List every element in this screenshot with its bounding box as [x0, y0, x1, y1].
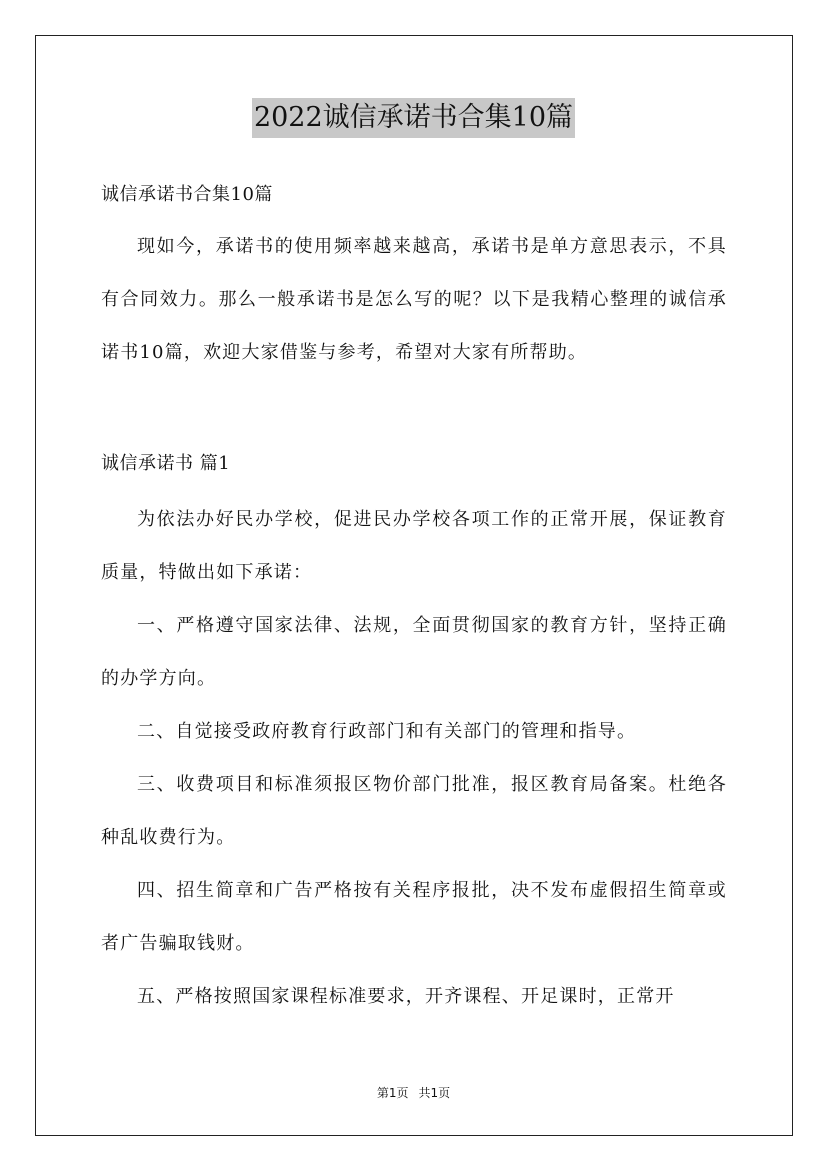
- section-paragraph: 三、收费项目和标准须报区物价部门批准，报区教育局备案。杜绝各种乱收费行为。: [101, 774, 727, 848]
- document-title: 2022诚信承诺书合集10篇: [252, 98, 575, 138]
- intro-paragraph: 现如今，承诺书的使用频率越来越高，承诺书是单方意思表示，不具有合同效力。那么一般承诺书是怎么写的呢？以下是我精心整理的诚信承诺书10篇，欢迎大家借鉴与参考，希望对大家有所帮助。: [101, 236, 727, 363]
- section-heading: 诚信承诺书 篇1: [101, 453, 231, 474]
- page-footer: [0, 1084, 827, 1101]
- section-paragraph: 一、严格遵守国家法律、法规，全面贯彻国家的教育方针，坚持正确的办学方向。: [101, 615, 727, 689]
- section-paragraph: 二、自觉接受政府教育行政部门和有关部门的管理和指导。: [137, 721, 637, 742]
- page-number: 第1页: [376, 1086, 409, 1100]
- title-container: [0, 98, 827, 138]
- document-body: [101, 177, 727, 1023]
- section-paragraph: 五、严格按照国家课程标准要求，开齐课程、开足课时，正常开: [137, 986, 675, 1007]
- section-paragraph: 为依法办好民办学校，促进民办学校各项工作的正常开展，保证教育质量，特做出如下承诺：: [101, 509, 727, 583]
- page-total: 共1页: [418, 1086, 451, 1100]
- section-paragraph: 四、招生简章和广告严格按有关程序报批，决不发布虚假招生简章或者广告骗取钱财。: [101, 880, 727, 954]
- section-body: [101, 493, 727, 1023]
- document-subtitle: 诚信承诺书合集10篇: [101, 184, 273, 205]
